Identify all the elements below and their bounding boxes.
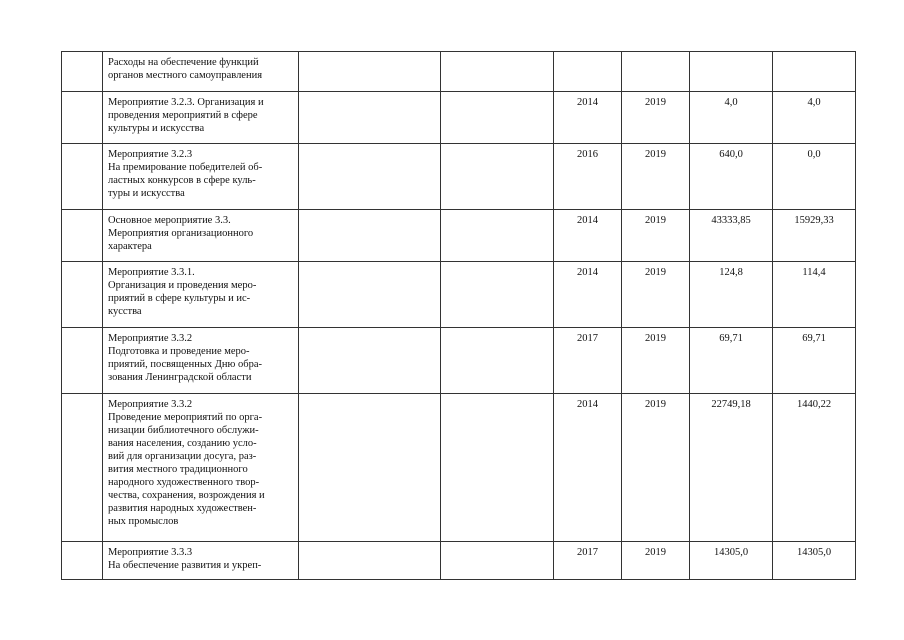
table-row	[62, 262, 856, 328]
start-year: 2014	[577, 215, 598, 226]
table-cell-value-2	[773, 144, 856, 210]
table-cell-blank	[441, 542, 554, 580]
value-1: 124,8	[719, 267, 743, 278]
table-cell-start-year	[554, 328, 622, 394]
start-year: 2014	[577, 267, 598, 278]
start-year: 2017	[577, 333, 598, 344]
table-cell-blank	[62, 92, 103, 144]
end-year: 2019	[645, 215, 666, 226]
table-cell-description	[103, 394, 299, 542]
table-cell-value-1	[690, 394, 773, 542]
table-cell-value-2	[773, 262, 856, 328]
value-2: 0,0	[807, 149, 821, 160]
row-description: Мероприятие 3.3.2 Подготовка и проведение меро- приятий, посвященных Дню обра- зования Ленинградской области	[108, 333, 262, 383]
table-cell-blank	[299, 210, 441, 262]
table-row	[62, 542, 856, 580]
table-row	[62, 328, 856, 394]
table-cell-start-year	[554, 262, 622, 328]
table-cell-start-year	[554, 92, 622, 144]
value-2: 15929,33	[794, 215, 834, 226]
end-year: 2019	[645, 333, 666, 344]
table-cell-value-2	[773, 328, 856, 394]
row-description: Мероприятие 3.3.1. Организация и проведения меро- приятий в сфере культуры и ис- кусства	[108, 267, 257, 317]
table-cell-end-year	[622, 52, 690, 92]
table-row	[62, 52, 856, 92]
value-2: 69,71	[802, 333, 826, 344]
table-cell-description	[103, 210, 299, 262]
table-cell-blank	[299, 394, 441, 542]
table-cell-blank	[62, 328, 103, 394]
table-cell-blank	[299, 542, 441, 580]
table-cell-blank	[62, 52, 103, 92]
table-cell-blank	[62, 262, 103, 328]
table-cell-blank	[441, 92, 554, 144]
row-description: Основное мероприятие 3.3. Мероприятия организационного характера	[108, 215, 254, 252]
table-cell-value-1	[690, 262, 773, 328]
table-cell-blank	[441, 210, 554, 262]
table-row	[62, 144, 856, 210]
table-cell-blank	[62, 210, 103, 262]
table-cell-description	[103, 92, 299, 144]
value-2: 114,4	[802, 267, 826, 278]
end-year: 2019	[645, 149, 666, 160]
table-cell-blank	[62, 144, 103, 210]
table-cell-end-year	[622, 144, 690, 210]
value-1: 22749,18	[711, 399, 751, 410]
table-cell-end-year	[622, 328, 690, 394]
table-cell-blank	[299, 328, 441, 394]
table-cell-end-year	[622, 92, 690, 144]
row-description: Расходы на обеспечение функций органов местного самоуправления	[108, 57, 263, 81]
row-description: Мероприятие 3.2.3. Организация и проведения мероприятий в сфере культуры и искусства	[108, 97, 264, 134]
value-2: 14305,0	[796, 547, 832, 558]
row-description: Мероприятие 3.3.2 Проведение мероприятий по орга- низации библиотечного обслужи- вания населения, созданию усло- вий для организации досуга, раз- вития местного традиционного народного художественного твор- чества, сохранения, возрождения и развития народных художествен- ных промыслов	[108, 399, 265, 527]
end-year: 2019	[645, 547, 666, 558]
table-cell-blank	[441, 394, 554, 542]
row-description: Мероприятие 3.3.3 На обеспечение развития и укреп-	[108, 547, 262, 571]
table-cell-description	[103, 144, 299, 210]
table-cell-value-1	[690, 92, 773, 144]
table-cell-blank	[441, 144, 554, 210]
end-year: 2019	[645, 399, 666, 410]
table-cell-value-2	[773, 394, 856, 542]
start-year: 2016	[577, 149, 598, 160]
program-table	[61, 51, 856, 580]
table-cell-start-year	[554, 394, 622, 542]
table-cell-value-2	[773, 92, 856, 144]
table-cell-value-1	[690, 144, 773, 210]
table-cell-end-year	[622, 394, 690, 542]
value-2: 4,0	[807, 97, 821, 108]
value-1: 4,0	[724, 97, 738, 108]
value-1: 43333,85	[711, 215, 751, 226]
table-row	[62, 394, 856, 542]
table-cell-blank	[299, 52, 441, 92]
table-cell-description	[103, 542, 299, 580]
table-cell-value-1	[690, 328, 773, 394]
value-1: 640,0	[719, 149, 743, 160]
table-cell-value-2	[773, 210, 856, 262]
start-year: 2014	[577, 97, 598, 108]
table-cell-start-year	[554, 210, 622, 262]
value-1: 14305,0	[713, 547, 749, 558]
table-cell-description	[103, 52, 299, 92]
table-cell-value-1	[690, 542, 773, 580]
table-cell-blank	[299, 92, 441, 144]
table-cell-description	[103, 262, 299, 328]
table-cell-end-year	[622, 262, 690, 328]
table-cell-start-year	[554, 144, 622, 210]
table-cell-value-2	[773, 52, 856, 92]
table-row	[62, 92, 856, 144]
end-year: 2019	[645, 97, 666, 108]
table-cell-blank	[441, 52, 554, 92]
table-cell-start-year	[554, 52, 622, 92]
table-cell-value-1	[690, 210, 773, 262]
table-cell-start-year	[554, 542, 622, 580]
end-year: 2019	[645, 267, 666, 278]
table-row	[62, 210, 856, 262]
table-cell-blank	[441, 328, 554, 394]
table-cell-description	[103, 328, 299, 394]
table-cell-end-year	[622, 542, 690, 580]
table-cell-end-year	[622, 210, 690, 262]
table-cell-blank	[299, 144, 441, 210]
start-year: 2017	[577, 547, 598, 558]
table-cell-blank	[62, 542, 103, 580]
table-cell-blank	[299, 262, 441, 328]
table-cell-value-2	[773, 542, 856, 580]
row-description: Мероприятие 3.2.3 На премирование победителей об- ластных конкурсов в сфере куль- туры и искусства	[108, 149, 263, 199]
table-cell-blank	[441, 262, 554, 328]
table-cell-value-1	[690, 52, 773, 92]
start-year: 2014	[577, 399, 598, 410]
table-cell-blank	[62, 394, 103, 542]
value-2: 1440,22	[796, 399, 832, 410]
value-1: 69,71	[719, 333, 743, 344]
